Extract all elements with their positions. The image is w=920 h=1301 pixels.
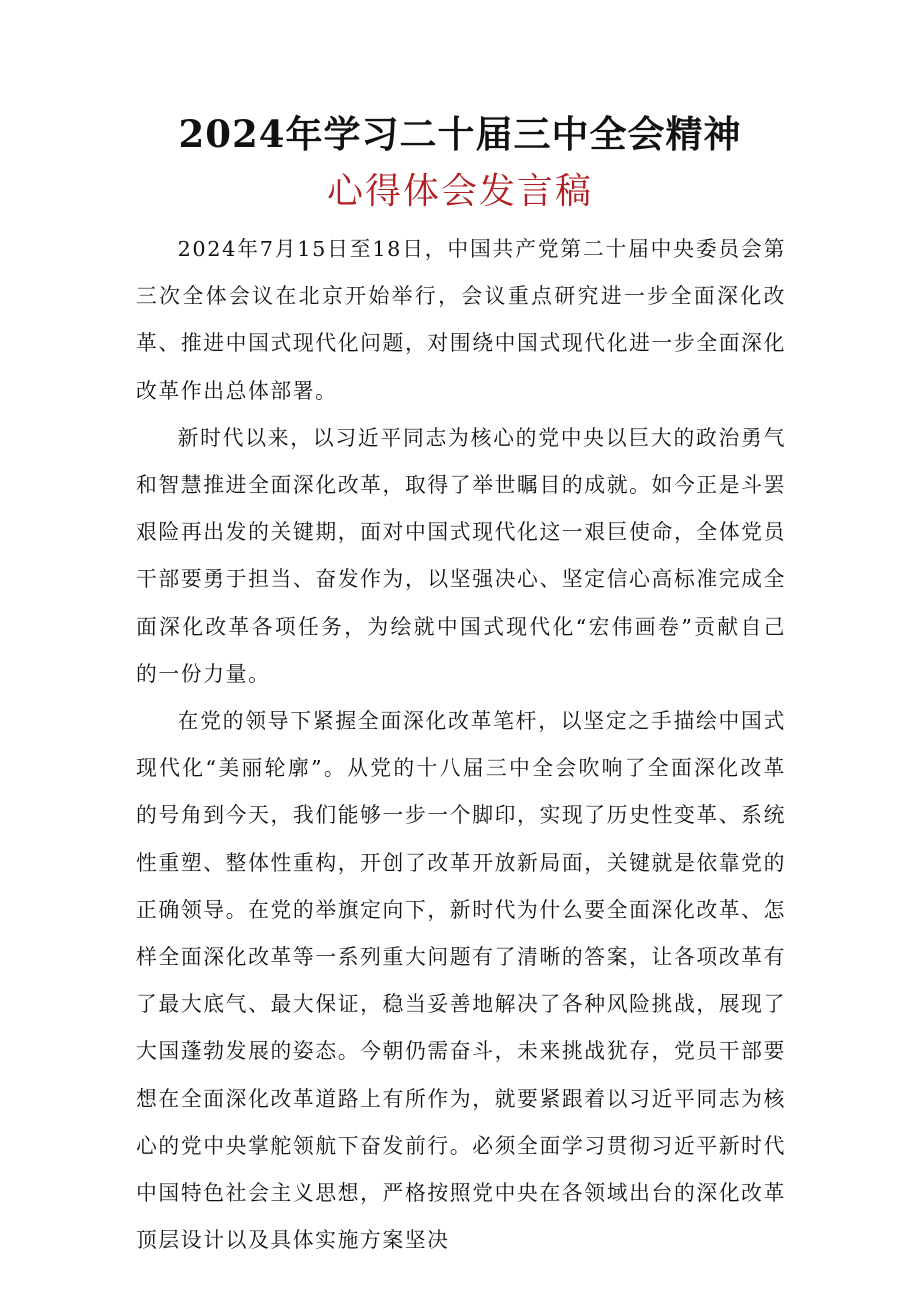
paragraph: 2024年7月15日至18日，中国共产党第二十届中央委员会第三次全体会议在北京开始举行，会议重点研究进一步全面深化改革、推进中国式现代化问题，对围绕中国式现代化进一步全面深化改革作出总体部署。 [136,237,786,403]
document-title: 2024年学习二十届三中全会精神 [178,112,742,156]
document-subtitle: 心得体会发言稿 [326,171,593,212]
paragraph: 在党的领导下紧握全面深化改革笔杆，以坚定之手描绘中国式现代化“美丽轮廓”。从党的十八届三中全会吹响了全面深化改革的号角到今天，我们能够一步一个脚印，实现了历史性变革、系统性重塑、整体性重构，开创了改革开放新局面，关键就是依靠党的正确领导。在党的举旗定向下，新时代为什么要全面深化改革、怎样全面深化改革等一系列重大问题有了清晰的答案，让各项改革有了最大底气、最大保证，稳当妥善地解决了各种风险挑战，展现了大国蓬勃发展的姿态。今朝仍需奋斗，未来挑战犹存，党员干部要想在全面深化改革道路上有所作为，就要紧跟着以习近平同志为核心的党中央掌舵领航下奋发前行。必须全面学习贯彻习近平新时代中国特色社会主义思想，严格按照党中央在各领域出台的深化改革顶层设计以及具体实施方案坚决 [136,709,786,1253]
document-body [136,226,786,1264]
paragraph: 新时代以来，以习近平同志为核心的党中央以巨大的政治勇气和智慧推进全面深化改革，取得了举世瞩目的成就。如今正是斗罢艰险再出发的关键期，面对中国式现代化这一艰巨使命，全体党员干部要勇于担当、奋发作为，以坚强决心、坚定信心高标准完成全面深化改革各项任务，为绘就中国式现代化“宏伟画卷”贡献自己的一份力量。 [136,425,786,686]
